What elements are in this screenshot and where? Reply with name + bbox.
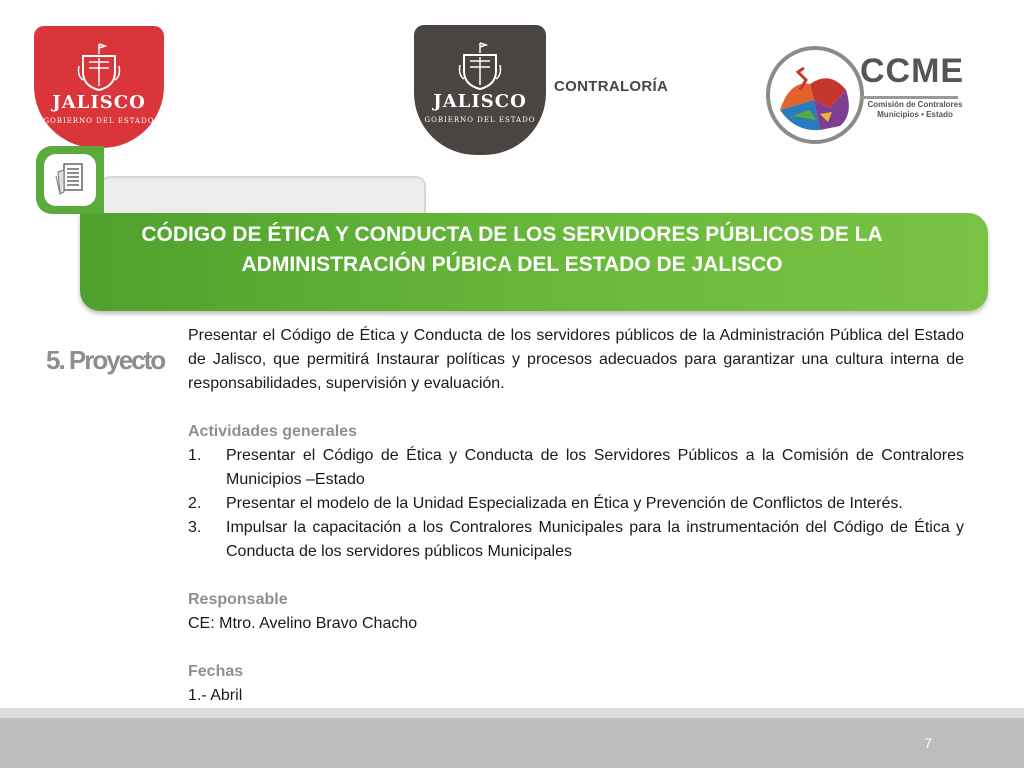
jalisco-logo-red <box>34 26 164 148</box>
jalisco-logo-dark <box>414 25 546 155</box>
jalisco-crest-icon <box>77 42 121 92</box>
responsible-heading: Responsable <box>188 591 288 608</box>
section-label: 5. Proyecto <box>46 345 165 375</box>
footer-light-strip <box>0 708 1024 718</box>
jalisco-wordmark: JALISCO <box>52 92 146 113</box>
jalisco-subtitle: GOBIERNO DEL ESTADO <box>43 117 155 125</box>
activities-heading: Actividades generales <box>188 423 357 440</box>
page-number: 7 <box>924 735 932 751</box>
responsible-value: CE: Mtro. Avelino Bravo Chacho <box>188 615 418 632</box>
jalisco-subtitle: GOBIERNO DEL ESTADO <box>424 116 536 124</box>
ccme-logo <box>760 42 980 142</box>
ccme-divider <box>860 96 958 99</box>
dates-value: 1.- Abril <box>188 687 243 704</box>
intro-paragraph: Presentar el Código de Ética y Conducta de los servidores públicos de la Administración Pública del Estado de Jalisco, que permitirá Instaurar políticas y procesos adecuados para garantizar una cultura interna de responsabilidades, supervisión y evaluación. <box>188 327 964 392</box>
jalisco-crest-icon <box>458 41 502 91</box>
ccme-emblem-icon <box>766 46 864 144</box>
list-item: 2. Presentar el modelo de la Unidad Especializada en Ética y Prevención de Conflictos de Interés. <box>188 495 903 512</box>
documents-icon <box>44 154 96 206</box>
footer-bar <box>0 718 1024 768</box>
activities-list <box>188 444 964 564</box>
page-title: CÓDIGO DE ÉTICA Y CONDUCTA DE LOS SERVIDORES PÚBLICOS DE LA ADMINISTRACIÓN PÚBICA DEL ESTADO DE JALISCO <box>141 223 883 276</box>
list-item: 3. Impulsar la capacitación a los Contralores Municipales para la instrumentación del Código de Ética y Conducta de los servidores públicos Municipales <box>188 519 964 560</box>
main-content <box>188 324 964 708</box>
dates-heading: Fechas <box>188 663 244 680</box>
ccme-title: CCME <box>860 52 965 90</box>
contraloria-label: CONTRALORÍA <box>554 78 669 95</box>
ccme-subtitle: Comisión de Contralores Municipios • Estado <box>867 100 963 119</box>
document-tab <box>36 146 104 214</box>
jalisco-wordmark: JALISCO <box>433 91 527 112</box>
list-item: 1. Presentar el Código de Ética y Conducta de los Servidores Públicos a la Comisión de Contralores Municipios –Estado <box>188 447 964 488</box>
